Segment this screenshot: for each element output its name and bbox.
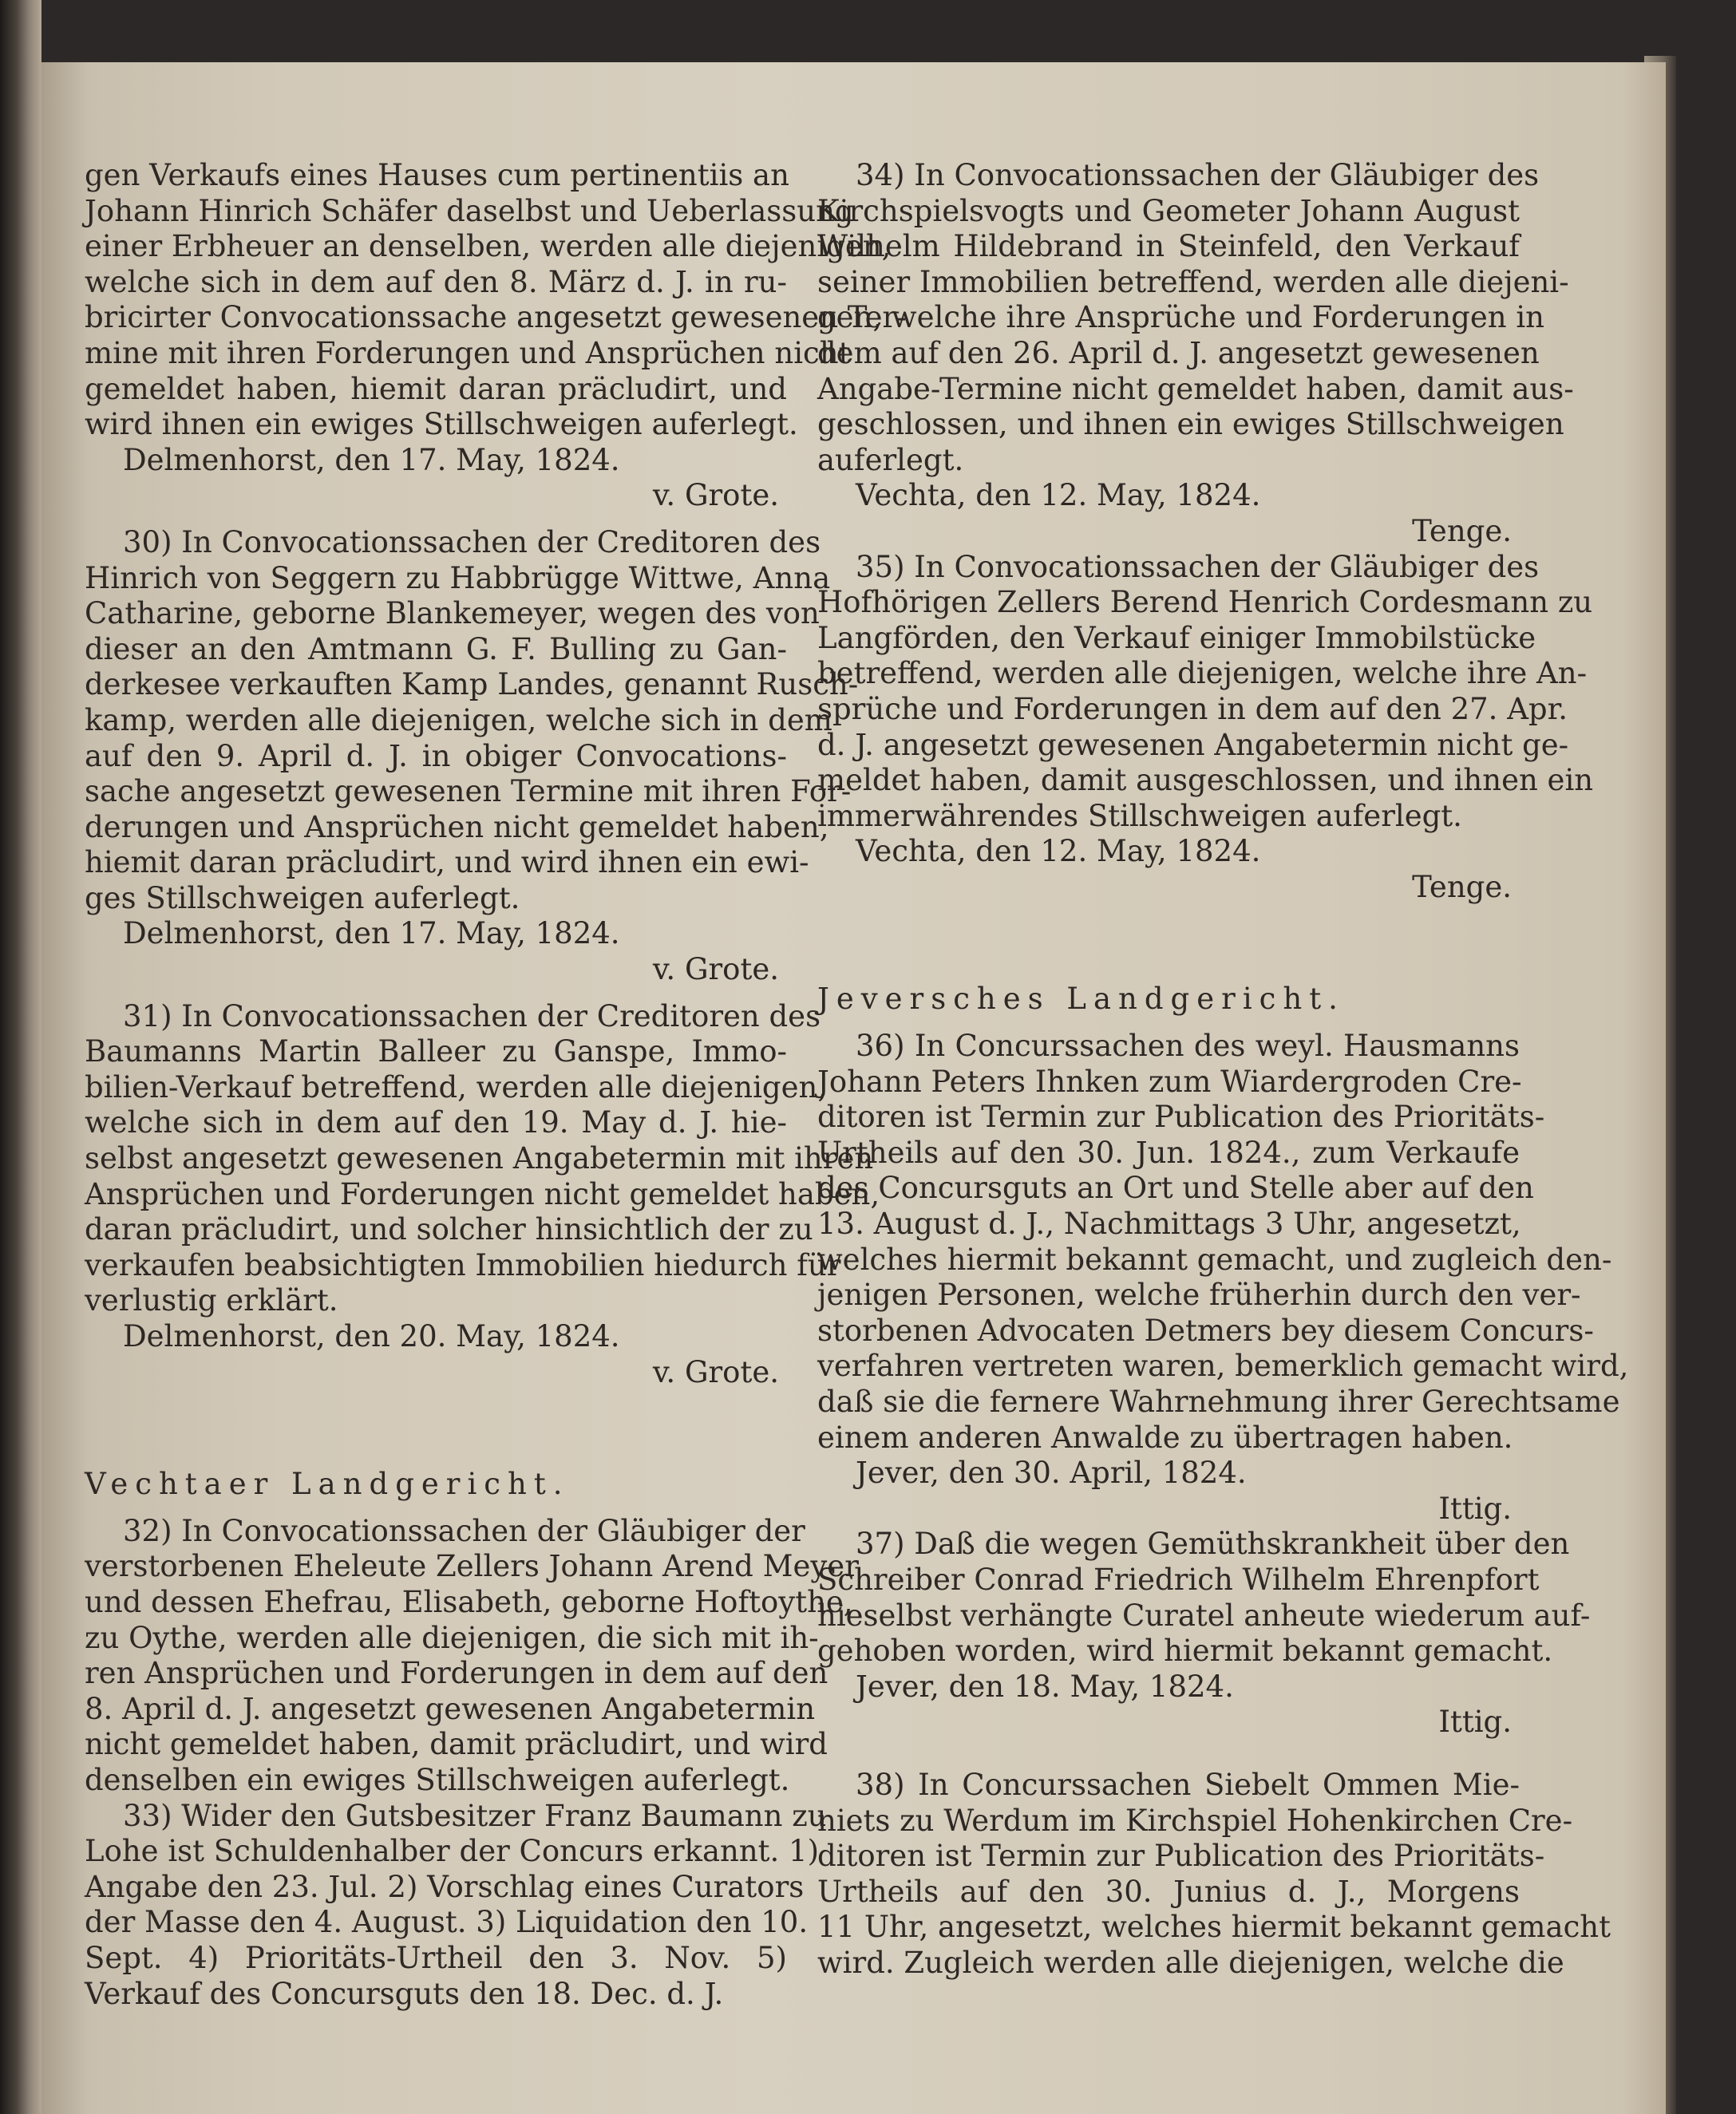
text-line: selbst angesetzt gewesenen Angabetermin mit ihren: [85, 1141, 874, 1176]
text-line: ges Stillschweigen auferlegt.: [85, 880, 520, 915]
text-line: bricirter Convocationssache angesetzt gewesenen Ter-: [85, 300, 907, 335]
text-line: 30) In Convocationssachen der Creditoren des: [123, 524, 821, 559]
text-line: ditoren ist Termin zur Publication des Prioritäts-: [817, 1100, 1545, 1135]
text-line: und dessen Ehefrau, Elisabeth, geborne Hoftoythe,: [85, 1584, 853, 1619]
text-line: Johann Peters Ihnken zum Wiardergroden Cre-: [817, 1064, 1522, 1099]
text-line: verstorbenen Eheleute Zellers Johann Arend Meyer: [85, 1549, 859, 1584]
text-line: ditoren ist Termin zur Publication des Prioritäts-: [817, 1839, 1545, 1874]
text-line: des Concursguts an Ort und Stelle aber auf den: [817, 1171, 1534, 1206]
text-line: betreffend, werden alle diejenigen, welche ihre An-: [817, 656, 1588, 691]
text-line: hieselbst verhängte Curatel anheute wiederum auf-: [817, 1598, 1591, 1633]
notice-35-date: Vechta, den 12. May, 1824.: [856, 834, 1261, 869]
notice-34-date: Vechta, den 12. May, 1824.: [856, 478, 1261, 513]
text-line: geschlossen, und ihnen ein ewiges Stillschweigen: [817, 407, 1564, 442]
text-line: dem auf den 26. April d. J. angesetzt gewesenen: [817, 335, 1540, 370]
text-line: immerwährendes Stillschweigen auferlegt.: [817, 798, 1462, 833]
text-line: storbenen Advocaten Detmers bey diesem Concurs-: [817, 1313, 1594, 1348]
text-line: 34) In Convocationssachen der Gläubiger des: [856, 158, 1540, 192]
text-line: kamp, werden alle diejenigen, welche sich in dem: [85, 702, 832, 737]
text-line: Johann Hinrich Schäfer daselbst und Ueberlassung: [85, 193, 854, 228]
text-line: mine mit ihren Forderungen und Ansprüchen nicht: [85, 335, 851, 370]
text-line: Sept. 4) Prioritäts-Urtheil den 3. Nov. 5): [85, 1940, 787, 1975]
text-line: jenigen Personen, welche früherhin durch den ver-: [817, 1278, 1581, 1313]
text-line: der Masse den 4. August. 3) Liquidation den 10.: [85, 1905, 809, 1940]
heading-jeversches-landgericht: Jeversches Landgericht.: [817, 982, 1345, 1017]
text-line: verfahren vertreten waren, bemerklich gemacht wird,: [817, 1349, 1629, 1384]
notice-32: [85, 1513, 859, 1799]
left-column: [85, 158, 907, 2012]
text-line: Hofhörigen Zellers Berend Henrich Cordesmann zu: [817, 585, 1593, 620]
text-line: Catharine, geborne Blankemeyer, wegen des von: [85, 596, 820, 631]
notice-30-date: Delmenhorst, den 17. May, 1824.: [123, 916, 620, 951]
text-line: 8. April d. J. angesetzt gewesenen Angabetermin: [85, 1691, 816, 1726]
text-line: gen Verkaufs eines Hauses cum pertinentiis an: [85, 158, 789, 192]
text-line: verkaufen beabsichtigten Immobilien hiedurch für: [85, 1247, 841, 1282]
text-line: 38) In Concurssachen Siebelt Ommen Mie-: [856, 1767, 1520, 1802]
text-line: welche sich in dem auf den 8. März d. J. in ru-: [85, 264, 787, 299]
notice-31-date: Delmenhorst, den 20. May, 1824.: [123, 1319, 620, 1353]
text-line: einem anderen Anwalde zu übertragen haben.: [817, 1420, 1513, 1455]
text-line: 13. August d. J., Nachmittags 3 Uhr, angesetzt,: [817, 1207, 1521, 1242]
book-spine: [0, 0, 42, 2114]
text-line: derungen und Ansprüchen nicht gemeldet haben,: [85, 809, 829, 844]
text-line: Urtheils auf den 30. Jun. 1824., zum Verkaufe: [817, 1135, 1520, 1170]
text-line: gemeldet haben, hiemit daran präcludirt, und: [85, 371, 787, 406]
text-line: 37) Daß die wegen Gemüthskrankheit über den: [856, 1527, 1570, 1562]
text-line: 36) In Concurssachen des weyl. Hausmanns: [856, 1029, 1520, 1064]
text-line: zu Oythe, werden alle diejenigen, die sich mit ih-: [85, 1620, 819, 1655]
text-line: nicht gemeldet haben, damit präcludirt, und wird: [85, 1727, 828, 1762]
text-line: Schreiber Conrad Friedrich Wilhelm Ehrenpfort: [817, 1562, 1540, 1597]
notice-35: [817, 549, 1594, 835]
text-line: gehoben worden, wird hiermit bekannt gemacht.: [817, 1634, 1553, 1669]
text-line: Angabe-Termine nicht gemeldet haben, damit aus-: [817, 371, 1574, 406]
notice-37-signer: Ittig.: [1438, 1705, 1512, 1740]
text-line: bilien-Verkauf betreffend, werden alle diejenigen,: [85, 1069, 828, 1104]
text-line: meldet haben, damit ausgeschlossen, und ihnen ein: [817, 763, 1594, 798]
notice-34-signer: Tenge.: [1412, 513, 1512, 548]
text-line: ren Ansprüchen und Forderungen in dem auf den: [85, 1656, 828, 1691]
notice-30-signer: v. Grote.: [652, 952, 779, 987]
notice-37-date: Jever, den 18. May, 1824.: [856, 1669, 1234, 1704]
text-line: Ansprüchen und Forderungen nicht gemeldet haben,: [85, 1176, 880, 1211]
notice-29-continued: [85, 158, 907, 443]
text-line: 11 Uhr, angesetzt, welches hiermit bekannt gemacht: [817, 1910, 1611, 1945]
text-line: sprüche und Forderungen in dem auf den 27. Apr.: [817, 691, 1568, 726]
text-line: dieser an den Amtmann G. F. Bulling zu Gan-: [85, 631, 787, 666]
notice-36: [817, 1029, 1629, 1456]
text-line: daran präcludirt, und solcher hinsichtlich der zu: [85, 1212, 813, 1247]
notice-31: [85, 998, 880, 1319]
text-line: sache angesetzt gewesenen Termine mit ihren For-: [85, 774, 852, 809]
right-column: [817, 158, 1629, 1982]
text-line: d. J. angesetzt gewesenen Angabetermin nicht ge-: [817, 727, 1569, 762]
notice-36-signer: Ittig.: [1438, 1491, 1512, 1526]
text-line: Langförden, den Verkauf einiger Immobilstücke: [817, 620, 1536, 655]
text-line: niets zu Werdum im Kirchspiel Hohenkirchen Cre-: [817, 1803, 1573, 1838]
notice-35-signer: Tenge.: [1412, 869, 1512, 904]
text-line: gen, welche ihre Ansprüche und Forderungen in: [817, 300, 1544, 335]
text-line: Hinrich von Seggern zu Habbrügge Wittwe, Anna: [85, 560, 831, 595]
text-line: Kirchspielsvogts und Geometer Johann August: [817, 193, 1520, 228]
notice-34: [817, 158, 1574, 478]
text-line: wird ihnen ein ewiges Stillschweigen auferlegt.: [85, 407, 798, 442]
text-line: daß sie die fernere Wahrnehmung ihrer Gerechtsame: [817, 1385, 1620, 1419]
text-line: wird. Zugleich werden alle diejenigen, welche die: [817, 1945, 1564, 1980]
text-line: Baumanns Martin Balleer zu Ganspe, Immo-: [85, 1034, 787, 1069]
text-line: Wilhelm Hildebrand in Steinfeld, den Verkauf: [817, 229, 1520, 264]
text-line: Urtheils auf den 30. Junius d. J., Morgens: [817, 1874, 1520, 1909]
text-line: Angabe den 23. Jul. 2) Vorschlag eines Curators: [85, 1869, 805, 1904]
notice-30: [85, 524, 859, 917]
text-line: auf den 9. April d. J. in obiger Convocations-: [85, 738, 787, 773]
heading-vechtaer-landgericht: Vechtaer Landgericht.: [85, 1467, 570, 1502]
text-line: 32) In Convocationssachen der Gläubiger der: [123, 1513, 805, 1548]
text-line: welche sich in dem auf den 19. May d. J. hie-: [85, 1105, 787, 1140]
notice-29-date: Delmenhorst, den 17. May, 1824.: [123, 442, 620, 477]
text-line: Verkauf des Concursguts den 18. Dec. d. J.: [85, 1976, 724, 2011]
notice-38: [817, 1767, 1611, 1982]
text-line: denselben ein ewiges Stillschweigen auferlegt.: [85, 1762, 790, 1797]
text-line: 33) Wider den Gutsbesitzer Franz Baumann zu: [123, 1798, 827, 1833]
text-line: auferlegt.: [817, 442, 964, 477]
notice-33: [85, 1798, 827, 2013]
notice-31-signer: v. Grote.: [652, 1354, 779, 1389]
text-line: verlustig erklärt.: [85, 1283, 338, 1318]
text-line: 31) In Convocationssachen der Creditoren des: [123, 998, 821, 1033]
text-line: hiemit daran präcludirt, und wird ihnen ein ewi-: [85, 845, 809, 880]
notice-37: [817, 1527, 1591, 1669]
text-line: welches hiermit bekannt gemacht, und zugleich den-: [817, 1242, 1612, 1277]
notice-29-signer: v. Grote.: [652, 478, 779, 513]
text-line: seiner Immobilien betreffend, werden alle diejeni-: [817, 264, 1569, 299]
text-line: derkesee verkauften Kamp Landes, genannt Rusch-: [85, 667, 859, 702]
text-line: Lohe ist Schuldenhalber der Concurs erkannt. 1): [85, 1834, 820, 1869]
text-line: einer Erbheuer an denselben, werden alle diejenigen,: [85, 229, 892, 264]
text-line: 35) In Convocationssachen der Gläubiger des: [856, 549, 1540, 584]
notice-36-date: Jever, den 30. April, 1824.: [856, 1456, 1247, 1491]
